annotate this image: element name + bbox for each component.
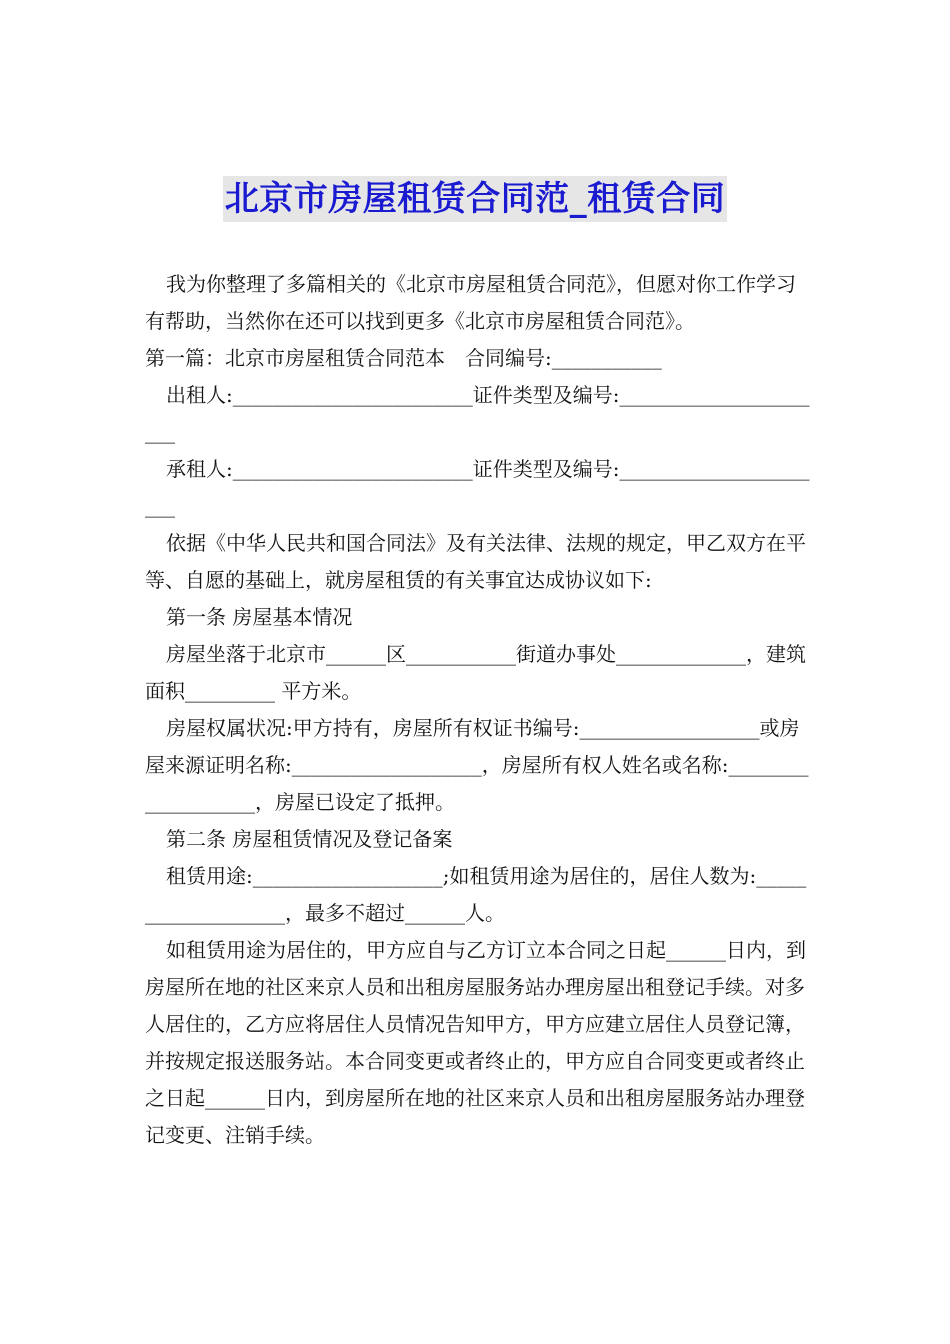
registration-paragraph: 如租赁用途为居住的，甲方应自与乙方订立本合同之日起______日内，到房屋所在地的社区来京人员和出租房屋服务站办理房屋出租登记手续。对多人居住的，乙方应将居住人员情况告知甲方，甲方应建立居住人员登记簿，并按规定报送服务站。本合同变更或者终止的，甲方应自合同变更或者终止之日起______日内，到房屋所在地的社区来京人员和出租房屋服务站办理登记变更、注销手续。 [145,938,806,1147]
document-title: 北京市房屋租赁合同范_租赁合同 [223,176,728,222]
ownership-paragraph: 房屋权属状况:甲方持有，房屋所有权证书编号:__________________或房屋来源证明名称:___________________，房屋所有权人姓名或名称:___________________，房屋已设定了抵押。 [145,716,809,814]
document-body [145,266,813,1154]
lessee-field: 承租人:________________________证件类型及编号:______________________ [145,457,810,518]
intro-paragraph: 我为你整理了多篇相关的《北京市房屋租赁合同范》，但愿对你工作学习有帮助，当然你在还可以找到更多《北京市房屋租赁合同范》。 [145,272,796,333]
title-container [0,176,950,222]
property-location-paragraph: 房屋坐落于北京市______区___________街道办事处_____________，建筑面积_________ 平方米。 [145,642,806,703]
basis-paragraph: 依据《中华人民共和国合同法》及有关法律、法规的规定，甲乙双方在平等、自愿的基础上，就房屋租赁的有关事宜达成协议如下: [145,531,806,592]
article-one-heading: 第一条 房屋基本情况 [166,605,353,629]
rental-use-paragraph: 租赁用途:___________________;如租赁用途为居住的，居住人数为:___________________，最多不超过______人。 [145,864,807,925]
lessor-field: 出租人:________________________证件类型及编号:______________________ [145,383,810,444]
article-two-heading: 第二条 房屋租赁情况及登记备案 [166,827,453,851]
section-heading-first: 第一篇：北京市房屋租赁合同范本 合同编号:___________ [145,346,662,370]
